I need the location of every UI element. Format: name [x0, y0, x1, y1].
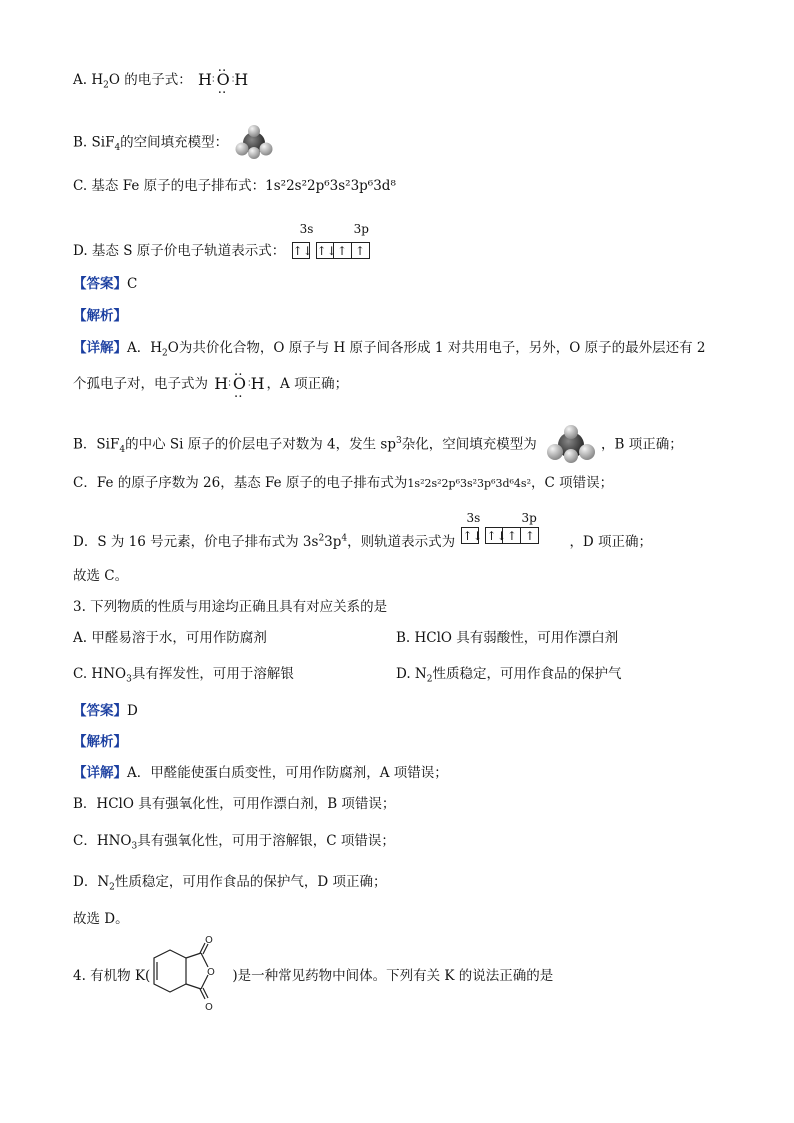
q3-option-a: A. 甲醛易溶于水，可用作防腐剂 — [73, 630, 267, 646]
q2-analysis-label: 【解析】 — [73, 308, 127, 324]
sif4-space-filling-model-2 — [541, 425, 601, 465]
sif4-space-filling-model — [232, 125, 276, 161]
atom-o-bottom: O — [205, 1002, 213, 1013]
q2-detail-a: 【详解】A．$H_2O$为共价化合物，O 原子与 H 原子间各形成 1 对共用电子，另外，O 原子的最外层还有 2 — [73, 340, 706, 359]
orbital-diagram-s: 3s 3p ↑↓ ↑↓↑ ↑ — [292, 222, 369, 258]
q3-option-d: D. $N_2$性质稳定，可用作食品的保护气 — [396, 666, 622, 685]
q3-stem: 3. 下列物质的性质与用途均正确且具有对应关系的是 — [73, 599, 388, 615]
water-electron-formula: H∶‥ O ‥ ∶H — [198, 70, 248, 91]
q3-option-b: B. HClO 具有弱酸性，可用作漂白剂 — [396, 630, 619, 646]
q3-analysis-label: 【解析】 — [73, 734, 127, 750]
q3-answer: 【答案】D — [73, 703, 138, 719]
q2-detail-b: B．SiF$_4$的中心 Si 原子的价层电子对数为 4，发生 $sp^3$杂化，空间填充模型为 ，B 项正确； — [73, 425, 683, 465]
q2-detail-c: C．Fe 的原子序数为 26，基态 Fe 原子的电子排布式为1s²2s²2p⁶3s²3p⁶3d⁶4s²，C 项错误； — [73, 475, 614, 491]
q3-detail-b: B．HClO 具有强氧化性，可用作漂白剂，B 项错误； — [73, 796, 396, 812]
q3-detail-c: C．$HNO_3$具有强氧化性，可用于溶解银，C 项错误； — [73, 833, 395, 852]
option-b: B. SiF$_4$的空间填充模型： — [73, 125, 276, 161]
q3-detail-a: 【详解】A．甲醛能使蛋白质变性，可用作防腐剂，A 项错误； — [73, 765, 448, 781]
q3-conclusion: 故选 D。 — [73, 911, 129, 927]
option-c: C. 基态 Fe 原子的电子排布式：1s²2s²2p⁶3s²3p⁶3d⁸ — [73, 178, 396, 194]
q2-conclusion: 故选 C。 — [73, 568, 129, 584]
q3-detail-d: D．$N_2$性质稳定，可用作食品的保护气，D 项正确； — [73, 874, 387, 893]
q2-answer: 【答案】C — [73, 276, 138, 292]
q3-option-c: C. $HNO_3$具有挥发性，可用于溶解银 — [73, 666, 294, 685]
water-electron-formula-2: H∶‥ O ‥ ∶H — [214, 374, 264, 395]
atom-o-top: O — [205, 936, 213, 946]
orbital-diagram-s-2: 3s 3p ↑↓ ↑↓↑ ↑ — [461, 520, 569, 558]
atom-o-ring: O — [207, 967, 215, 978]
option-a: A. $H_2O$ 的电子式： H∶‥ O ‥ ∶H — [73, 70, 250, 96]
q2-detail-a-cont: 个孤电子对，电子式为 H∶‥ O ‥ ∶H ，A 项正确； — [73, 374, 348, 395]
option-d: D. 基态 S 原子价电子轨道表示式： 3s 3p ↑↓ ↑↓↑ ↑ — [73, 221, 402, 261]
compound-k-structure — [146, 936, 230, 1016]
q2-detail-d: D．S 为 16 号元素，价电子排布式为 $3s^23p^4$，则轨道表示式为 3s 3p ↑↓ ↑↓↑ ↑ ，D 项正确； — [73, 520, 652, 558]
q4-stem: 4. 有机物 K( )是一种常见药物中间体。下列有关 K 的说法正确的是 — [73, 968, 554, 984]
